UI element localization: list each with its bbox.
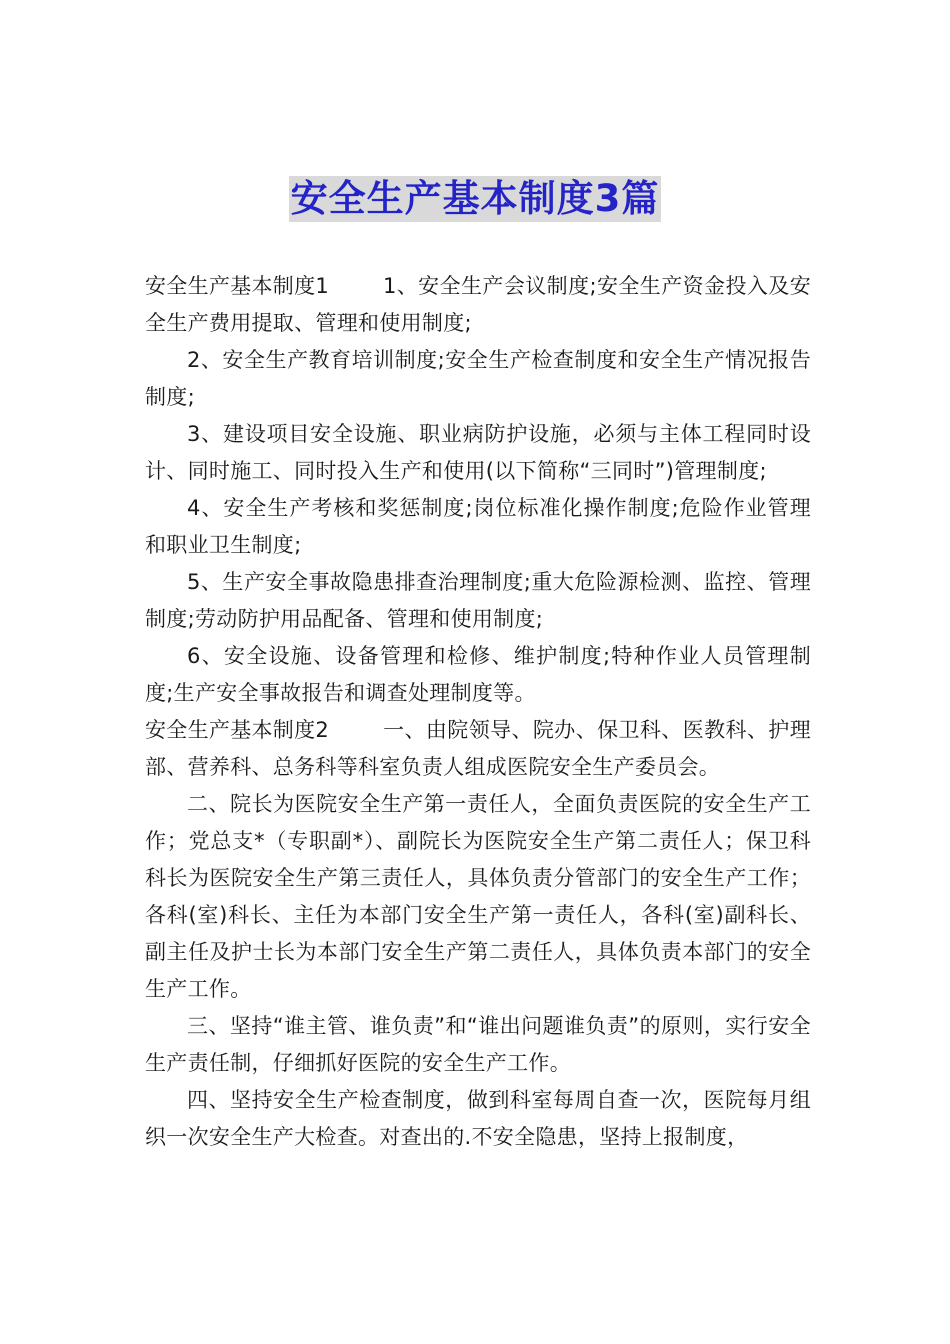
section-1-item-5: 5、生产安全事故隐患排查治理制度;重大危险源检测、监控、管理制度;劳动防护用品配备、管理和使用制度; — [145, 570, 811, 631]
section-1-item-3: 3、建设项目安全设施、职业病防护设施，必须与主体工程同时设计、同时施工、同时投入生产和使用(以下简称“三同时”)管理制度; — [145, 422, 811, 483]
section-1-item-4: 4、安全生产考核和奖惩制度;岗位标准化操作制度;危险作业管理和职业卫生制度; — [145, 496, 811, 557]
section-1-item-1: 1、安全生产会议制度;安全生产资金投入及安全生产费用提取、管理和使用制度; — [145, 274, 811, 335]
section-2-item-3: 三、坚持“谁主管、谁负责”和“谁出问题谁负责”的原则，实行安全生产责任制，仔细抓好医院的安全生产工作。 — [145, 1014, 811, 1075]
section-2-item-2: 二、院长为医院安全生产第一责任人，全面负责医院的安全生产工作；党总支*（专职副*）、副院长为医院安全生产第二责任人；保卫科科长为医院安全生产第三责任人，具体负责分管部门的安全生产工作；各科(室)科长、主任为本部门安全生产第一责任人，各科(室)副科长、副主任及护士长为本部门安全生产第二责任人，具体负责本部门的安全生产工作。 — [145, 792, 811, 1001]
section-1-first-paragraph — [145, 268, 811, 342]
document-body — [145, 268, 811, 1156]
title-area — [0, 176, 950, 222]
section-1-item-2: 2、安全生产教育培训制度;安全生产检查制度和安全生产情况报告制度; — [145, 348, 811, 409]
section-2-item-1: 一、由院领导、院办、保卫科、医教科、护理部、营养科、总务科等科室负责人组成医院安全生产委员会。 — [145, 718, 811, 779]
section-2-label: 安全生产基本制度2 — [145, 718, 330, 742]
section-2-first-paragraph — [145, 712, 811, 786]
section-2-item-4: 四、坚持安全生产检查制度，做到科室每周自查一次，医院每月组织一次安全生产大检查。对查出的.不安全隐患，坚持上报制度， — [145, 1088, 811, 1149]
section-1-item-6: 6、安全设施、设备管理和检修、维护制度;特种作业人员管理制度;生产安全事故报告和调查处理制度等。 — [145, 644, 811, 705]
document-title: 安全生产基本制度3篇 — [290, 177, 660, 220]
section-1-label: 安全生产基本制度1 — [145, 274, 330, 298]
